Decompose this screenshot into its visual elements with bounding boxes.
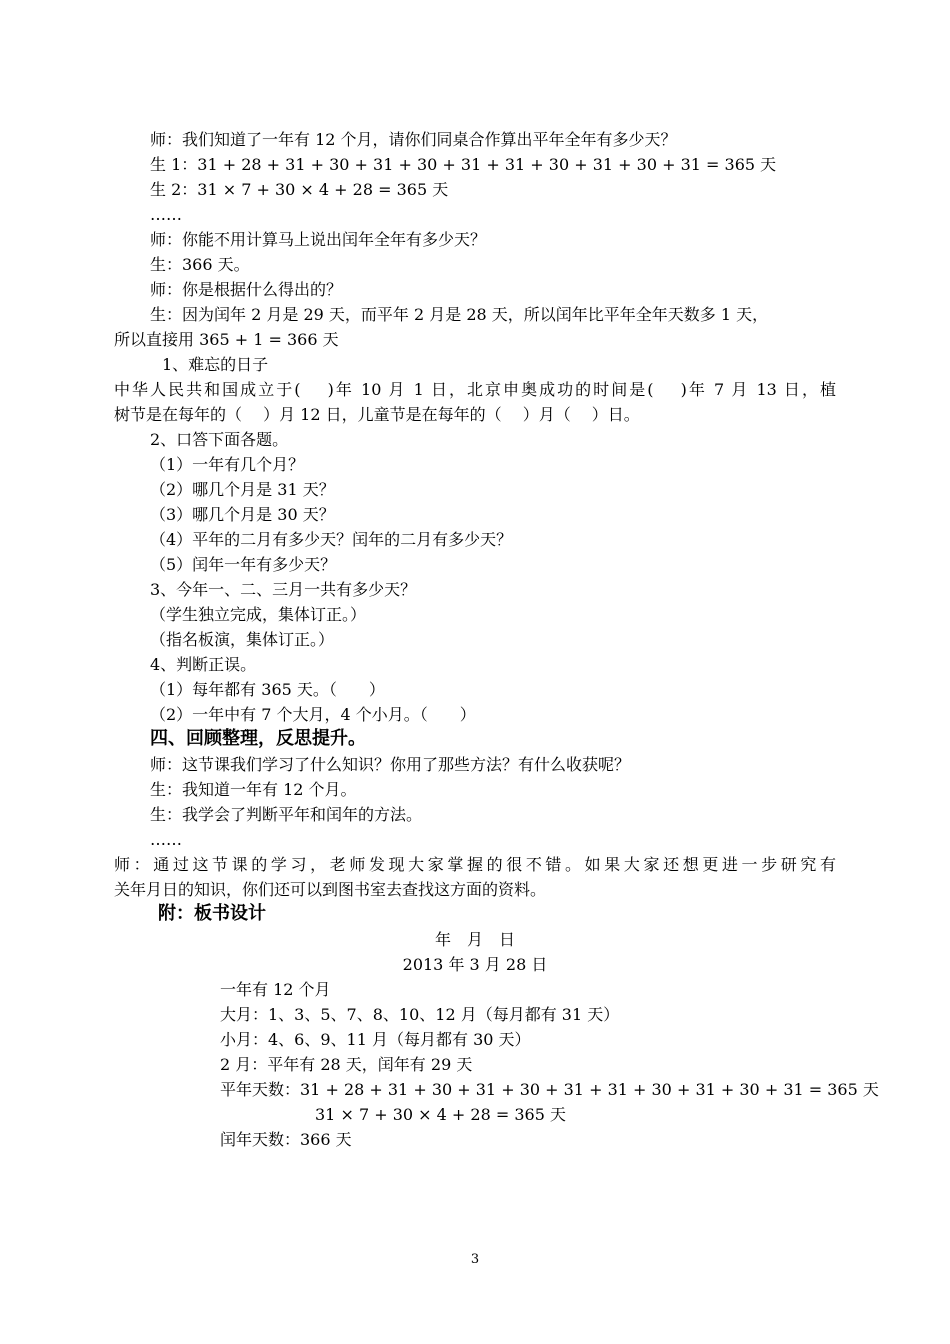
board-title: 年 月 日 bbox=[434, 930, 515, 949]
student-answer-366: 生：366 天。 bbox=[150, 255, 250, 274]
exercise-1-line2: 树节是在每年的（ ）月 12 日，儿童节是在每年的（ ）月（ ）日。 bbox=[114, 405, 640, 424]
board-leap-year: 闰年天数：366 天 bbox=[220, 1130, 352, 1149]
student-reason-line1: 生：因为闰年 2 月是 29 天，而平年 2 月是 28 天，所以闰年比平年全年天数多 1 天， bbox=[150, 305, 769, 324]
board-common-year-product: 31 × 7 + 30 × 4 + 28 = 365 天 bbox=[315, 1105, 566, 1124]
board-design-heading: 附：板书设计 bbox=[158, 903, 266, 924]
teacher-closing-line2: 关年月日的知识，你们还可以到图书室去查找这方面的资料。 bbox=[114, 880, 547, 899]
exercise-4-item2: （2）一年中有 7 个大月，4 个小月。（ ） bbox=[150, 705, 476, 724]
ellipsis-1: …… bbox=[150, 205, 182, 224]
teacher-question-leap: 师：你能不用计算马上说出闰年全年有多少天？ bbox=[150, 230, 487, 249]
student2-product: 生 2：31 × 7 + 30 × 4 + 28 = 365 天 bbox=[150, 180, 449, 199]
exercise-2-item4: （4）平年的二月有多少天？闰年的二月有多少天？ bbox=[150, 530, 513, 549]
board-big-months: 大月：1、3、5、7、8、10、12 月（每月都有 31 天） bbox=[220, 1005, 620, 1024]
exercise-2-item3: （3）哪几个月是 30 天？ bbox=[150, 505, 335, 524]
student-summary-1: 生：我知道一年有 12 个月。 bbox=[150, 780, 357, 799]
board-months-count: 一年有 12 个月 bbox=[220, 980, 331, 999]
student-reason-line2: 所以直接用 365 + 1 = 366 天 bbox=[114, 330, 339, 349]
board-february: 2 月：平年有 28 天，闰年有 29 天 bbox=[220, 1055, 473, 1074]
section-4-heading: 四、回顾整理，反思提升。 bbox=[150, 728, 366, 749]
exercise-3-note1: （学生独立完成，集体订正。） bbox=[150, 605, 367, 624]
student-summary-2: 生：我学会了判断平年和闰年的方法。 bbox=[150, 805, 423, 824]
student1-sum: 生 1：31 + 28 + 31 + 30 + 31 + 30 + 31 + 31 + 30 + 31 + 30 + 31 = 365 天 bbox=[150, 155, 777, 174]
teacher-summary-question: 师：这节课我们学习了什么知识？你用了那些方法？有什么收获呢？ bbox=[150, 755, 631, 774]
ellipsis-2: …… bbox=[150, 830, 182, 849]
teacher-question-days: 师：我们知道了一年有 12 个月，请你们同桌合作算出平年全年有多少天？ bbox=[150, 130, 677, 149]
exercise-3-note2: （指名板演，集体订正。） bbox=[150, 630, 335, 649]
teacher-closing-line1: 师：通过这节课的学习，老师发现大家掌握的很不错。如果大家还想更进一步研究有 bbox=[114, 855, 836, 874]
exercise-2-item2: （2）哪几个月是 31 天？ bbox=[150, 480, 335, 499]
exercise-3-title: 3、今年一、二、三月一共有多少天？ bbox=[150, 580, 417, 599]
board-common-year-sum: 平年天数：31 + 28 + 31 + 30 + 31 + 30 + 31 + 31 + 30 + 31 + 30 + 31 = 365 天 bbox=[220, 1080, 879, 1099]
exercise-2-item1: （1）一年有几个月？ bbox=[150, 455, 305, 474]
exercise-4-title: 4、判断正误。 bbox=[150, 655, 257, 674]
exercise-1-title: 1、难忘的日子 bbox=[162, 355, 269, 374]
exercise-1-line1: 中华人民共和国成立于( )年 10 月 1 日，北京申奥成功的时间是( )年 7 月 13 日，植 bbox=[114, 380, 836, 399]
teacher-question-why: 师：你是根据什么得出的？ bbox=[150, 280, 343, 299]
exercise-2-title: 2、口答下面各题。 bbox=[150, 430, 289, 449]
board-date: 2013 年 3 月 28 日 bbox=[402, 955, 548, 974]
exercise-2-item5: （5）闰年一年有多少天？ bbox=[150, 555, 337, 574]
exercise-4-item1: （1）每年都有 365 天。（ ） bbox=[150, 680, 385, 699]
page-number: 3 bbox=[470, 1252, 480, 1267]
board-small-months: 小月：4、6、9、11 月（每月都有 30 天） bbox=[220, 1030, 531, 1049]
